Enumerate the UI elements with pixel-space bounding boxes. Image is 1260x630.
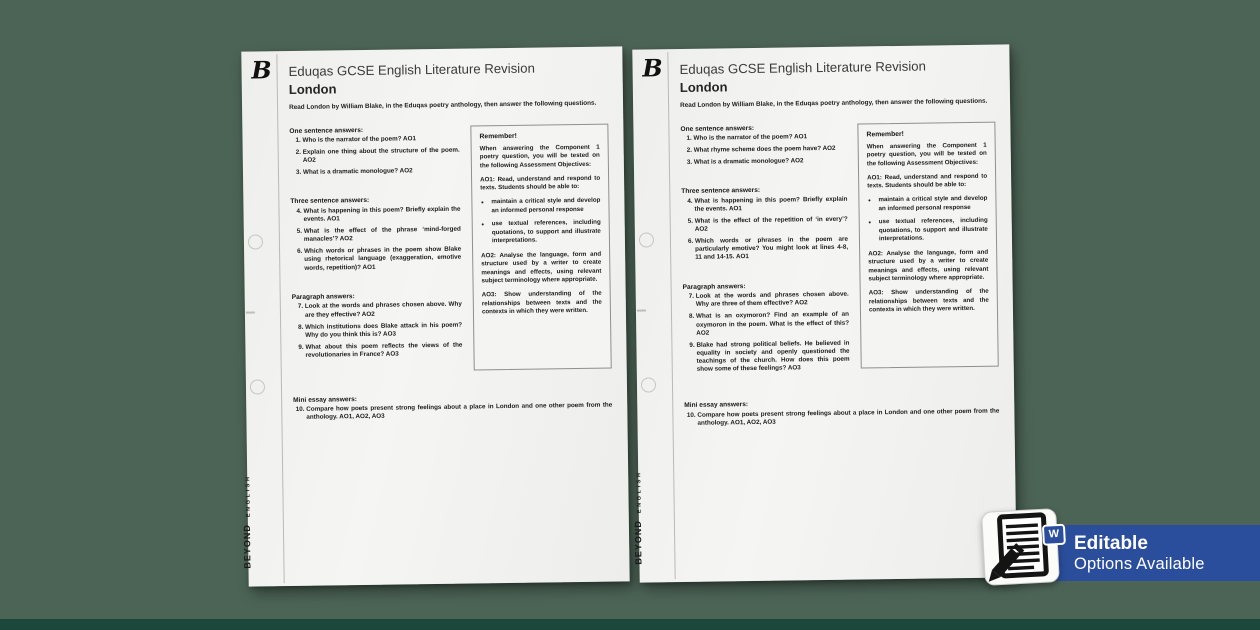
question-item: 4. What is happening in this poem? Briefly explain the events. AO1 (694, 195, 847, 214)
punch-mark (637, 309, 646, 311)
beyond-logo: B (251, 55, 272, 85)
worksheet-page-right (632, 44, 1016, 582)
question-item: 8. Which institutions does Blake attack in his poem? Why do you think this is? AO3 (305, 321, 462, 340)
brand-english-label: ENGLISH (636, 470, 643, 514)
brand-beyond-label: BEYOND (632, 520, 644, 565)
one-sentence-section (289, 125, 460, 177)
page-title: Eduqas GCSE English Literature Revision (679, 58, 926, 77)
ao1-bullet: • maintain a critical style and develop an informed personal response (491, 197, 600, 216)
remember-heading: Remember! (866, 130, 904, 139)
question-item: 6. Which words or phrases in the poem show Blake using rhetorical language (exaggeration, emotive words, repetition)? AO1 (304, 246, 461, 273)
instructions-text: Read London by William Blake, in the Eduqas poetry anthology, then answer the following questions. (680, 97, 988, 109)
document-lines-graphic (982, 509, 1059, 585)
question-item: 10. Compare how poets present strong feelings about a place in London and one other poem from the anthology. AO1, AO2, AO3 (306, 402, 612, 423)
ao3-text: AO3: Show understanding of the relationships between texts and the contexts in which they were written. (481, 289, 602, 316)
badge-subtitle: Options Available (1074, 554, 1205, 573)
section-heading: Three sentence answers: (681, 186, 761, 196)
ao3-text: AO3: Show understanding of the relationships between texts and the contexts in which they were written. (868, 288, 989, 314)
sidebar-brand-text (236, 474, 255, 568)
question-item: 1. Who is the narrator of the poem? AO1 (302, 135, 459, 145)
questions-column (289, 125, 462, 372)
hole-punch-icon (639, 232, 654, 247)
remember-intro: When answering the Component 1 poetry question, you will be tested on the following Assessment Objectives: (866, 141, 987, 168)
ao1-bullet: • use textual references, including quotations, to support and illustrate interpretations. (879, 217, 988, 244)
remember-heading: Remember! (479, 132, 517, 141)
remember-intro: When answering the Component 1 poetry question, you will be tested on the following Assessment Objectives: (479, 143, 600, 170)
section-heading: Mini essay answers: (293, 395, 357, 404)
question-item: 10. Compare how poets present strong feelings about a place in London and one other poem from the anthology. AO1, AO2, AO3 (697, 407, 999, 428)
remember-box (470, 123, 611, 370)
question-item: 2. What rhyme scheme does the poem have? AO2 (694, 145, 847, 155)
ao1-text: AO1: Read, understand and respond to texts. Students should be able to: (480, 174, 601, 192)
section-heading: One sentence answers: (680, 124, 755, 133)
ao1-bullet: • maintain a critical style and develop an informed personal response (878, 195, 987, 214)
question-item: 2. Explain one thing about the structure of the poem. AO2 (303, 147, 460, 166)
one-sentence-section (680, 123, 847, 167)
question-item: 9. Blake had strong political beliefs. He believed in equality in society and openly questioned the teachings of the church. How does this poem show some of these feelings? AO3 (696, 339, 849, 374)
ao2-text: AO2: Analyse the language, form and structure used by a writer to create meanings and effects, using relevant subject terminology where appropriate. (868, 248, 989, 283)
question-item: 4. What is happening in this poem? Briefly explain the events. AO1 (303, 205, 460, 224)
hole-punch-icon (248, 234, 263, 249)
punch-mark (246, 312, 255, 314)
badge-title: Editable (1074, 532, 1148, 554)
section-heading: Paragraph answers: (291, 293, 355, 301)
page-title: Eduqas GCSE English Literature Revision (288, 60, 535, 80)
hole-punch-icon (641, 377, 656, 392)
page-content (288, 60, 614, 578)
section-heading: Paragraph answers: (682, 282, 746, 291)
question-item: 6. Which words or phrases in the poem are particularly emotive? You might look at lines 4-8, 11 and 14-15. AO1 (695, 235, 848, 262)
section-heading: Mini essay answers: (684, 401, 749, 410)
instructions-text: Read London by William Blake, in the Eduqas poetry anthology, then answer the following questions. (289, 99, 597, 112)
margin-divider (667, 52, 675, 579)
hole-punch-icon (250, 379, 265, 394)
margin-divider (276, 54, 284, 583)
question-item: 3. What is a dramatic monologue? AO2 (303, 167, 460, 177)
remember-box (857, 121, 998, 368)
question-item: 9. What about this poem reflects the views of the revolutionaries in France? AO3 (305, 341, 462, 360)
three-sentence-section (681, 186, 848, 263)
page-content (679, 58, 1001, 574)
paragraph-section (292, 292, 463, 361)
question-item: 8. What is an oxymoron? Find an example of an oxymoron in the poem. What is the effect of this? AO2 (696, 311, 849, 338)
worksheet-page-left (241, 46, 629, 586)
brand-english-label: ENGLISH (245, 474, 252, 518)
section-heading: Three sentence answers: (290, 197, 370, 206)
ao1-text: AO1: Read, understand and respond to texts. Students should be able to: (867, 172, 988, 190)
poem-title: London (288, 81, 337, 98)
brand-beyond-label: BEYOND (241, 524, 253, 569)
ao2-text: AO2: Analyse the language, form and structure used by a writer to create meanings and effects, using relevant subject terminology where appropriate. (481, 250, 602, 285)
question-item: 1. Who is the narrator of the poem? AO1 (693, 133, 846, 143)
section-heading: One sentence answers: (289, 126, 364, 135)
question-item: 7. Look at the words and phrases chosen above. Why are they effective? AO2 (305, 301, 462, 320)
question-item: 7. Look at the words and phrases chosen above. Why are three of them effective? AO2 (696, 291, 849, 310)
three-sentence-section (290, 196, 461, 273)
bottom-accent-bar (0, 619, 1260, 630)
questions-column (680, 123, 850, 378)
sidebar-brand-text (627, 470, 646, 564)
question-item: 3. What is a dramatic monologue? AO2 (694, 156, 847, 166)
question-item: 5. What is the effect of the repetition of ‘in every’? AO2 (695, 215, 848, 234)
mini-essay-section (293, 392, 612, 423)
poem-title: London (679, 79, 728, 95)
document-pencil-icon (981, 508, 1060, 586)
beyond-logo: B (642, 53, 663, 83)
question-item: 5. What is the effect of the phrase ‘mind-forged manacles’? AO2 (304, 226, 461, 245)
mini-essay-section (684, 398, 999, 428)
word-icon: W (1042, 524, 1066, 546)
paragraph-section (683, 281, 850, 374)
ao1-bullet: • use textual references, including quotations, to support and illustrate interpretations. (492, 219, 601, 246)
